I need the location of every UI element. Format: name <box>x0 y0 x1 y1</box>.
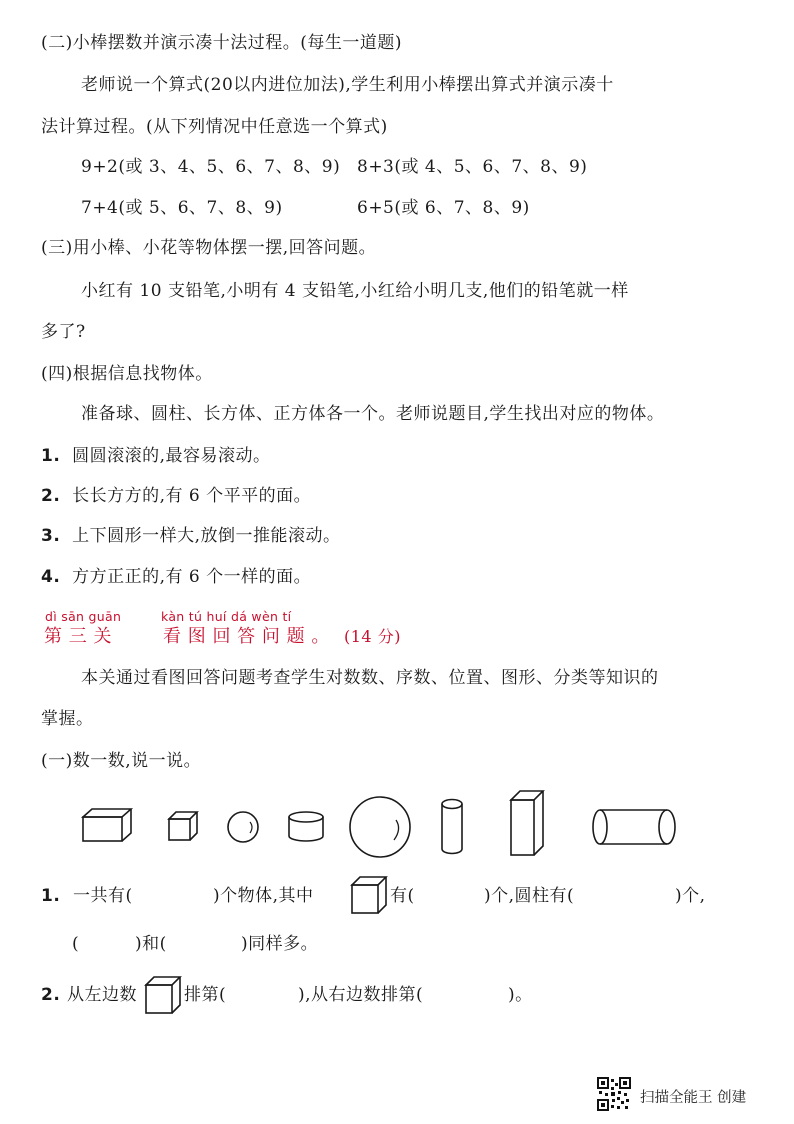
item-number: 1. <box>41 446 61 466</box>
section2-heading: (二)小棒摆数并演示凑十法过程。(每生一道题) <box>41 33 403 53</box>
q1-text-e: )个, <box>675 886 706 906</box>
pinyin-title: kàn tú huí dá wèn tí <box>161 609 292 624</box>
formula-item: 7+4(或 5、6、7、8、9) <box>81 198 283 218</box>
q1-number: 1. <box>41 886 61 906</box>
section3-problem-line1: 小红有 10 支铅笔,小明有 4 支铅笔,小红给小明几支,他们的铅笔就一样 <box>81 281 629 301</box>
cube-icon <box>145 976 181 1014</box>
tall-cuboid-icon <box>510 790 544 856</box>
large-sphere-icon <box>349 796 411 858</box>
cube-icon <box>351 876 387 914</box>
item-text: 上下圆形一样大,放倒一推能滚动。 <box>72 526 341 546</box>
cube-icon <box>168 811 198 841</box>
q1-line2-b: )和( <box>135 934 167 954</box>
section3-problem-line2: 多了? <box>41 322 86 342</box>
formula-item: 8+3(或 4、5、6、7、8、9) <box>357 157 588 177</box>
section4-item <box>41 569 311 586</box>
level3-title: 第 三 关 <box>44 626 112 647</box>
item-number: 4. <box>41 567 61 587</box>
item-text: 长长方方的,有 6 个平平的面。 <box>72 486 312 506</box>
level3-subtitle: 看 图 回 答 问 题 。 <box>163 626 330 647</box>
q1-text-c: 有( <box>390 886 415 906</box>
cuboid-icon <box>82 808 132 842</box>
item-text: 圆圆滚滚的,最容易滚动。 <box>72 446 271 466</box>
section2-intro-line2: 法计算过程。(从下列情况中任意选一个算式) <box>41 117 388 137</box>
short-cylinder-icon <box>288 811 324 843</box>
section4-item <box>41 488 311 505</box>
qr-code-icon <box>597 1077 631 1111</box>
section3-heading: (三)用小棒、小花等物体摆一摆,回答问题。 <box>41 238 377 258</box>
q1-line1 <box>41 888 60 905</box>
q1-text-b: )个物体,其中 <box>213 886 314 906</box>
section4-heading: (四)根据信息找物体。 <box>41 364 213 384</box>
pinyin-level: dì sān guān <box>45 609 122 624</box>
section4-item <box>41 528 341 545</box>
item-text: 方方正正的,有 6 个一样的面。 <box>72 567 312 587</box>
q2-text-a: 从左边数 <box>67 985 137 1005</box>
formula-item: 9+2(或 3、4、5、6、7、8、9) <box>81 157 341 177</box>
q1-line2-a: ( <box>72 934 80 954</box>
level3-intro-line1: 本关通过看图回答问题考查学生对数数、序数、位置、图形、分类等知识的 <box>81 668 659 688</box>
item-number: 2. <box>41 486 61 506</box>
q2-text-b: 排第( <box>184 985 227 1005</box>
q1-text-a: 一共有( <box>73 886 133 906</box>
section4-intro: 准备球、圆柱、长方体、正方体各一个。老师说题目,学生找出对应的物体。 <box>81 404 665 424</box>
q2-line <box>41 987 60 1004</box>
section4-item <box>41 448 271 465</box>
q1-line2-c: )同样多。 <box>241 934 319 954</box>
formula-item: 6+5(或 6、7、8、9) <box>357 198 530 218</box>
part1-heading: (一)数一数,说一说。 <box>41 751 202 771</box>
level3-intro-line2: 掌握。 <box>41 709 94 729</box>
level3-score: (14 分) <box>344 627 401 646</box>
q2-text-d: )。 <box>508 985 533 1005</box>
q1-text-d: )个,圆柱有( <box>484 886 575 906</box>
q2-number: 2. <box>41 985 61 1005</box>
footer-label: 扫描全能王 创建 <box>640 1090 747 1106</box>
q2-text-c: ),从右边数排第( <box>298 985 424 1005</box>
lying-cylinder-icon <box>592 808 676 848</box>
item-number: 3. <box>41 526 61 546</box>
sphere-icon <box>227 811 259 843</box>
tall-cylinder-icon <box>440 798 464 856</box>
section2-intro-line1: 老师说一个算式(20以内进位加法),学生利用小棒摆出算式并演示凑十 <box>81 75 614 95</box>
